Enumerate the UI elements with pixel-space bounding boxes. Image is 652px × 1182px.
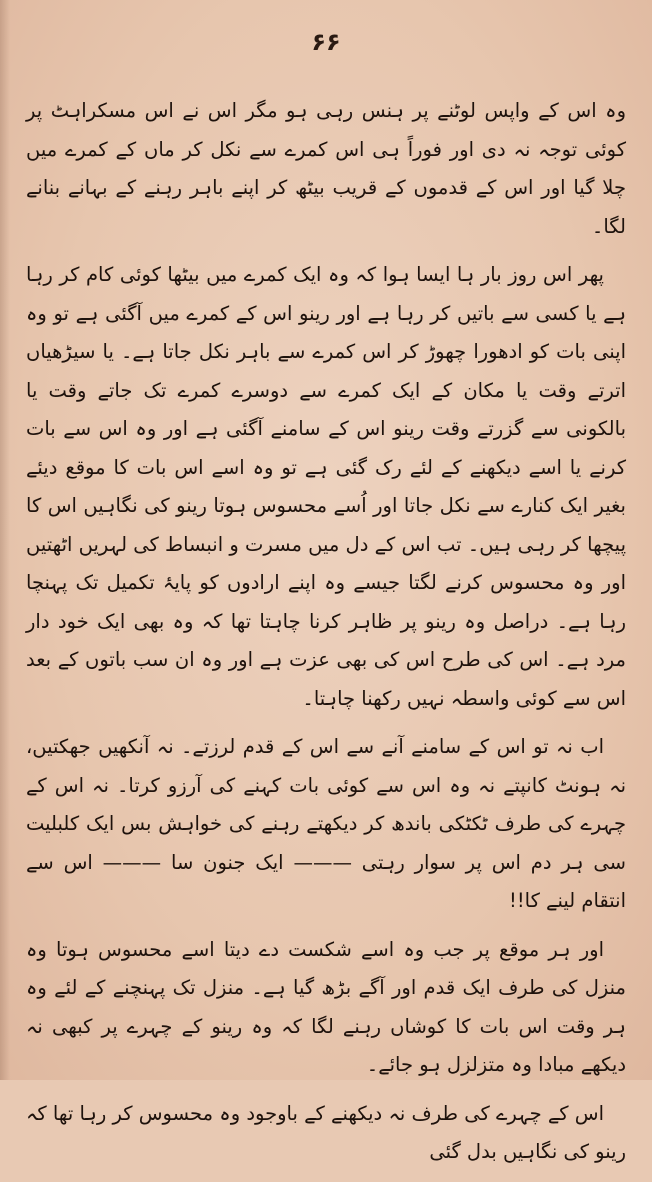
paragraph-4: اور ہر موقع پر جب وہ اسے شکست دے دیتا اسے محسوس ہوتا وہ منزل کی طرف ایک قدم اور آگے بڑھ گیا ہے۔ منزل تک پہنچنے کے لئے وہ ہر وقت اس بات کا کوشاں رہنے لگا کہ وہ رینو کے چہرے پر کبھی نہ دیکھے مبادا وہ متزلزل ہو جائے۔ <box>26 937 626 1076</box>
paragraph-1: وہ اس کے واپس لوٹنے پر ہنس رہی ہو مگر اس نے اس مسکراہٹ پر کوئی توجہ نہ دی اور فوراً ہی اس کمرے سے نکل کر ماں کے کمرے میں چلا گیا اور اس کے قدموں کے قریب بیٹھ کر اپنے باہر رہنے کے بہانے بنانے لگا۔ <box>26 99 626 238</box>
paragraph-3: اب نہ تو اس کے سامنے آنے سے اس کے قدم لرزتے۔ نہ آنکھیں جھکتیں، نہ ہونٹ کانپتے نہ وہ اس سے کوئی بات کہنے کی آرزو کرتا۔ نہ اس کے چہرے کی طرف ٹکٹکی باندھ کر دیکھتے رہنے کی خواہش بس ایک کلبلیت سی ہر دم اس پر سوار رہتی ——— ایک جنون سا ——— اس سے انتقام لینے کا!! <box>26 735 626 912</box>
page-binding-shadow <box>0 0 10 1080</box>
paragraph-5: اس کے چہرے کی طرف نہ دیکھنے کے باوجود وہ محسوس کر رہا تھا کہ رینو کی نگاہیں بدل گئی <box>26 1101 626 1163</box>
page-number: ۶۶ <box>311 28 341 56</box>
page-body-text <box>26 92 626 1182</box>
paragraph-2: پھر اس روز بار ہا ایسا ہوا کہ وہ ایک کمرے میں بیٹھا کوئی کام کر رہا ہے یا کسی سے باتیں کر رہا ہے اور رینو اس کے کمرے میں آگئی ہے تو وہ اپنی بات کو ادھورا چھوڑ کر اس کمرے سے باہر نکل جاتا ہے۔ یا سیڑھیاں اترتے وقت یا مکان کے ایک کمرے سے دوسرے کمرے تک جاتے وقت یا بالکونی سے گزرتے وقت رینو اس کے سامنے آگئی ہے اور وہ اس سے بات کرنے یا اسے دیکھنے کے لئے رک گئی ہے تو وہ اسے اس بات کا موقع دیئے بغیر ایک کنارے سے نکل جاتا اور اُسے محسوس ہوتا رینو کی نگاہیں اس کا پیچھا کر رہی ہیں۔ تب اس کے دل میں مسرت و انبساط کی لہریں اٹھتیں اور وہ محسوس کرنے لگتا جیسے وہ اپنے ارادوں کو پایۂ تکمیل تک پہنچا رہا ہے۔ دراصل وہ رینو پر ظاہر کرنا چاہتا تھا کہ وہ بھی ایک خود دار مرد ہے۔ اس کی طرح اس کی بھی عزت ہے اور وہ ان سب باتوں کے بعد اس سے کوئی واسطہ نہیں رکھنا چاہتا۔ <box>26 263 626 710</box>
